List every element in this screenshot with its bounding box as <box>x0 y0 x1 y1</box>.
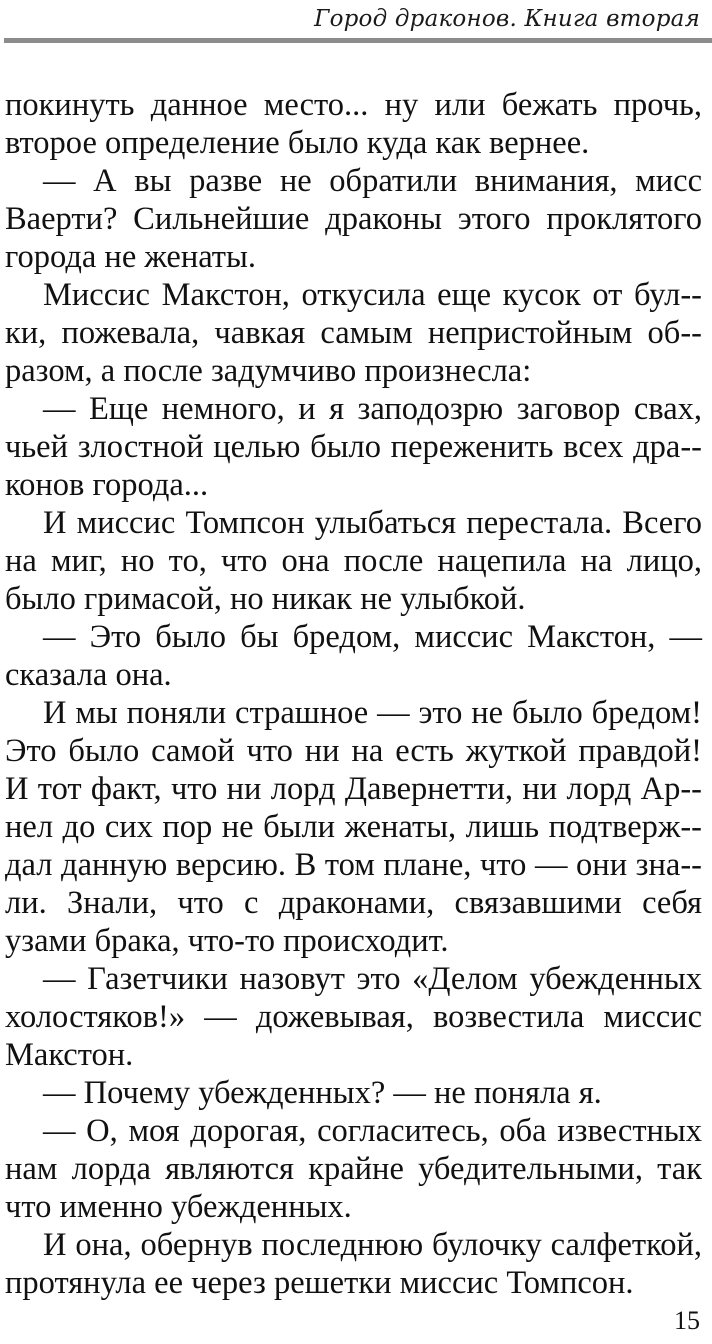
page-number: 15 <box>674 1306 700 1335</box>
paragraph-2: — А вы разве не обратили внимания, мисс Ваерти? Сильнейшие драконы этого проклятого города не женаты. <box>5 163 702 275</box>
paragraph-3: Миссис Макстон, откусила еще кусок от бул-ки, пожевала, чавкая самым непристойным об-разом, а после задумчиво произнесла: <box>5 277 702 389</box>
paragraph-11: И она, обернув последнюю булочку салфеткой, протянула ее через решетки миссис Томпсон. <box>5 1227 702 1301</box>
paragraph-9: — Почему убежденных? — не поняла я. <box>43 1075 602 1111</box>
paragraph-4: — Еще немного, и я заподозрю заговор свах, чьей злостной целью было переженить всех дра-конов города... <box>5 391 702 503</box>
paragraph-8: — Газетчики назовут это «Делом убежденных холостяков!» — дожевывая, возвестила миссис Макстон. <box>5 961 702 1073</box>
paragraph-6: — Это было бы бредом, миссис Макстон, — сказала она. <box>5 619 702 693</box>
body-text <box>5 86 702 1302</box>
paragraph-10: — О, моя дорогая, согласитесь, оба известных нам лорда являются крайне убедительными, так что именно убежденных. <box>5 1113 702 1225</box>
paragraph-1: покинуть данное место... ну или бежать прочь, второе определение было куда как вернее. <box>5 87 702 161</box>
paragraph-7: И мы поняли страшное — это не было бредом! Это было самой что ни на есть жуткой правдой! И тот факт, что ни лорд Давернетти, ни лорд Ар-нел до сих пор не были женаты, лишь подтверж-дал данную версию. В том плане, что — они зна-ли. Знали, что с драконами, связавшими себя узами брака, что-то происходит. <box>5 695 702 959</box>
paragraph-5: И миссис Томпсон улыбаться перестала. Всего на миг, но то, что она после нацепила на лицо, было гримасой, но никак не улыбкой. <box>5 505 702 617</box>
header-rule <box>4 38 712 43</box>
running-head: Город драконов. Книга вторая <box>314 6 700 32</box>
